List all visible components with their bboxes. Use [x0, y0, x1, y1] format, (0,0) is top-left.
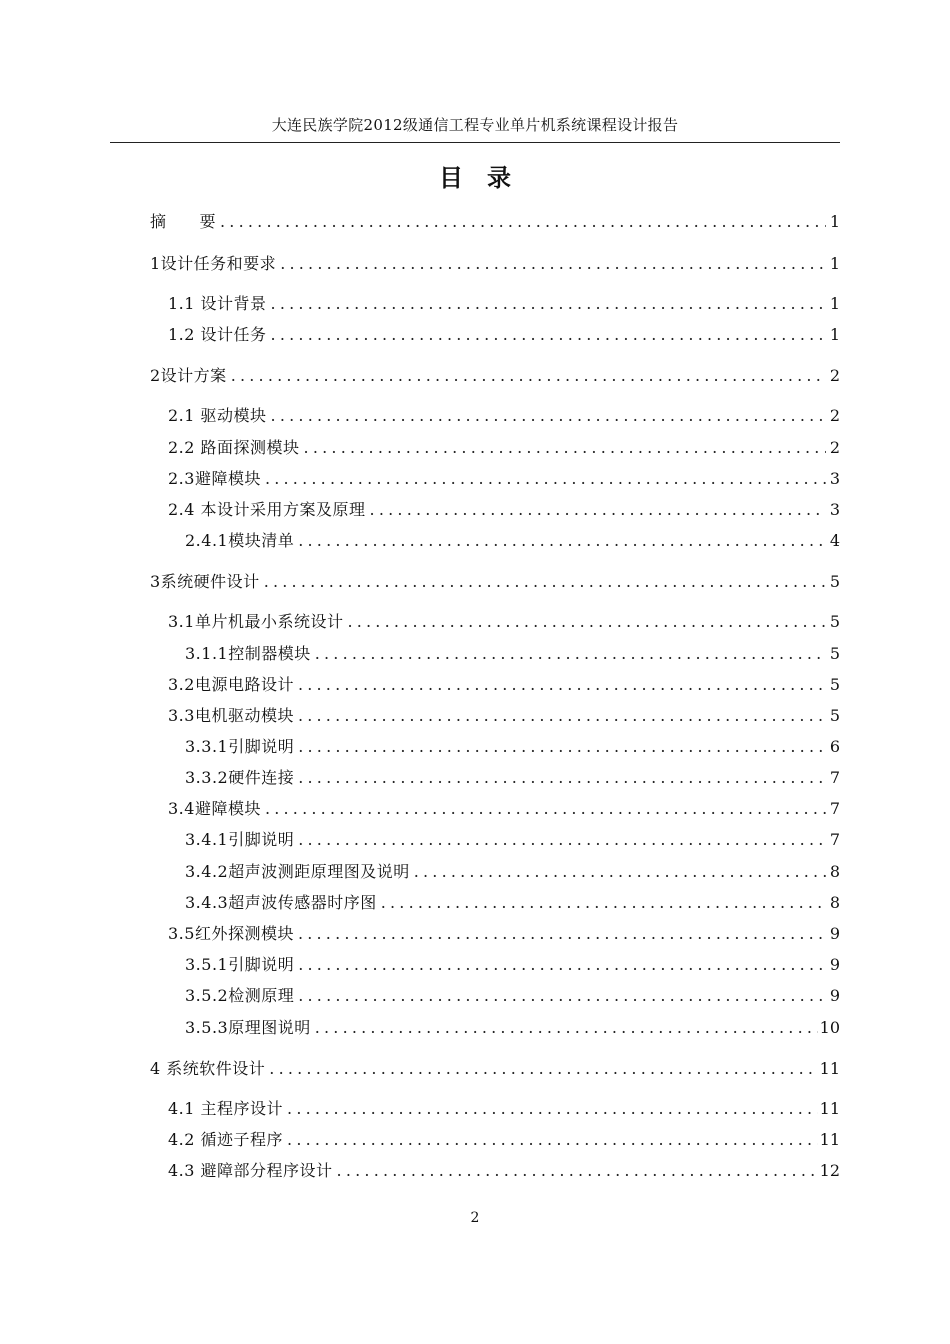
toc-entry-3-2[interactable]	[168, 674, 840, 696]
toc-entry-3-4-3[interactable]	[185, 892, 840, 914]
toc-entry-label: 3系统硬件设计	[150, 572, 260, 591]
toc-entry-1-1[interactable]	[168, 293, 840, 315]
toc-entry-page: 2	[829, 438, 840, 457]
toc-entry-label: 3.4.2超声波测距原理图及说明	[185, 862, 410, 881]
toc-entry-label: 2.1 驱动模块	[168, 406, 267, 425]
toc-entry-page: 2	[829, 406, 840, 425]
toc-entry-label: 3.5.1引脚说明	[185, 955, 295, 974]
toc-entry-3-4-1[interactable]	[185, 829, 840, 851]
toc-entry-label: 4.3 避障部分程序设计	[168, 1161, 333, 1180]
toc-entry-label: 3.4.3超声波传感器时序图	[185, 893, 377, 912]
toc-entry-chapter-4[interactable]	[150, 1058, 840, 1080]
toc-entry-label: 4 系统软件设计	[150, 1059, 266, 1078]
toc-entry-page: 11	[819, 1059, 840, 1078]
toc-entry-label: 2.2 路面探测模块	[168, 438, 300, 457]
toc-entry-3-1-1[interactable]	[185, 643, 840, 665]
toc-entry-page: 5	[829, 706, 840, 725]
toc-entry-page: 11	[819, 1130, 840, 1149]
toc-entry-3-3-2[interactable]	[185, 767, 840, 789]
toc-entry-3-3[interactable]	[168, 705, 840, 727]
toc-entry-page: 12	[819, 1161, 840, 1180]
dot-leader	[298, 674, 826, 696]
toc-entry-page: 7	[829, 799, 840, 818]
toc-entry-page: 5	[829, 644, 840, 663]
dot-leader	[271, 293, 826, 315]
toc-entry-4-2[interactable]	[168, 1129, 840, 1151]
toc-entry-page: 2	[829, 366, 840, 385]
toc-entry-label: 3.3.1引脚说明	[185, 737, 295, 756]
dot-leader	[298, 767, 826, 789]
dot-leader	[265, 798, 826, 820]
toc-entry-label: 2设计方案	[150, 366, 227, 385]
dot-leader	[315, 643, 826, 665]
toc-entry-page: 8	[829, 893, 840, 912]
toc-entry-label: 3.4.1引脚说明	[185, 830, 295, 849]
toc-entry-label: 3.2电源电路设计	[168, 675, 294, 694]
toc-entry-page: 1	[829, 212, 840, 231]
toc-entry-page: 11	[819, 1099, 840, 1118]
toc-entry-label: 2.3避障模块	[168, 469, 261, 488]
toc-entry-label: 4.1 主程序设计	[168, 1099, 284, 1118]
toc-entry-2-1[interactable]	[168, 405, 840, 427]
toc-entry-page: 10	[819, 1018, 840, 1037]
toc-entry-chapter-3[interactable]	[150, 571, 840, 593]
toc-entry-page: 1	[829, 325, 840, 344]
toc-entry-4-1[interactable]	[168, 1098, 840, 1120]
dot-leader	[231, 365, 826, 387]
dot-leader	[414, 861, 826, 883]
toc-entry-label: 3.1单片机最小系统设计	[168, 612, 344, 631]
toc-entry-label: 3.3电机驱动模块	[168, 706, 294, 725]
toc-entry-page: 5	[829, 572, 840, 591]
dot-leader	[298, 985, 826, 1007]
dot-leader	[298, 923, 826, 945]
toc-entry-label: 1设计任务和要求	[150, 254, 277, 273]
dot-leader	[220, 211, 826, 233]
toc-entry-label: 摘 要	[150, 212, 217, 231]
toc-entry-3-1[interactable]	[168, 611, 840, 633]
toc-entry-page: 1	[829, 294, 840, 313]
toc-entry-page: 5	[829, 612, 840, 631]
toc-entry-page: 3	[829, 469, 840, 488]
toc-entry-page: 1	[829, 254, 840, 273]
toc-entry-label: 3.5.2检测原理	[185, 986, 295, 1005]
dot-leader	[337, 1160, 818, 1182]
dot-leader	[347, 611, 826, 633]
dot-leader	[271, 324, 826, 346]
toc-entry-chapter-2[interactable]	[150, 365, 840, 387]
toc-entry-label: 4.2 循迹子程序	[168, 1130, 284, 1149]
toc-entry-page: 7	[829, 830, 840, 849]
toc-entry-1-2[interactable]	[168, 324, 840, 346]
toc-entry-2-3[interactable]	[168, 468, 840, 490]
dot-leader	[280, 253, 826, 275]
toc-entry-chapter-1[interactable]	[150, 253, 840, 275]
toc-entry-label: 2.4 本设计采用方案及原理	[168, 500, 366, 519]
running-header: 大连民族学院2012级通信工程专业单片机系统课程设计报告	[271, 116, 679, 134]
toc-entry-3-5-3[interactable]	[185, 1017, 840, 1039]
toc-entry-3-3-1[interactable]	[185, 736, 840, 758]
toc-entry-page: 9	[829, 986, 840, 1005]
dot-leader	[298, 530, 826, 552]
toc-entry-label: 3.3.2硬件连接	[185, 768, 295, 787]
toc-entry-page: 8	[829, 862, 840, 881]
toc-entry-3-5[interactable]	[168, 923, 840, 945]
toc-entry-page: 9	[829, 955, 840, 974]
toc-entry-3-5-1[interactable]	[185, 954, 840, 976]
toc-title: 目 录	[439, 163, 511, 192]
dot-leader	[315, 1017, 818, 1039]
page-number: 2	[470, 1210, 480, 1226]
toc-entry-4-3[interactable]	[168, 1160, 840, 1182]
dot-leader	[269, 1058, 817, 1080]
toc-entry-label: 3.1.1控制器模块	[185, 644, 311, 663]
dot-leader	[298, 705, 826, 727]
dot-leader	[298, 954, 826, 976]
toc-entry-label: 3.4避障模块	[168, 799, 261, 818]
dot-leader	[287, 1098, 818, 1120]
toc-entry-2-4-1[interactable]	[185, 530, 840, 552]
toc-entry-page: 9	[829, 924, 840, 943]
toc-entry-label: 1.2 设计任务	[168, 325, 267, 344]
dot-leader	[287, 1129, 818, 1151]
toc-entry-2-4[interactable]	[168, 499, 840, 521]
toc-entry-page: 3	[829, 500, 840, 519]
toc-entry-page: 4	[829, 531, 840, 550]
toc-entry-3-4-2[interactable]	[185, 861, 840, 883]
dot-leader	[304, 437, 826, 459]
dot-leader	[264, 571, 826, 593]
toc-entry-page: 7	[829, 768, 840, 787]
toc-entry-2-2[interactable]	[168, 437, 840, 459]
toc-entry-page: 6	[829, 737, 840, 756]
toc-entry-label: 1.1 设计背景	[168, 294, 267, 313]
toc-entry-label: 3.5红外探测模块	[168, 924, 294, 943]
dot-leader	[271, 405, 826, 427]
toc-entry-3-4[interactable]	[168, 798, 840, 820]
toc-entry-page: 5	[829, 675, 840, 694]
toc-entry-label: 2.4.1模块清单	[185, 531, 295, 550]
dot-leader	[298, 736, 826, 758]
dot-leader	[370, 499, 826, 521]
dot-leader	[381, 892, 826, 914]
dot-leader	[298, 829, 826, 851]
toc-entry-3-5-2[interactable]	[185, 985, 840, 1007]
toc-entry-abstract[interactable]	[150, 211, 840, 233]
toc-entry-label: 3.5.3原理图说明	[185, 1018, 311, 1037]
dot-leader	[265, 468, 826, 490]
